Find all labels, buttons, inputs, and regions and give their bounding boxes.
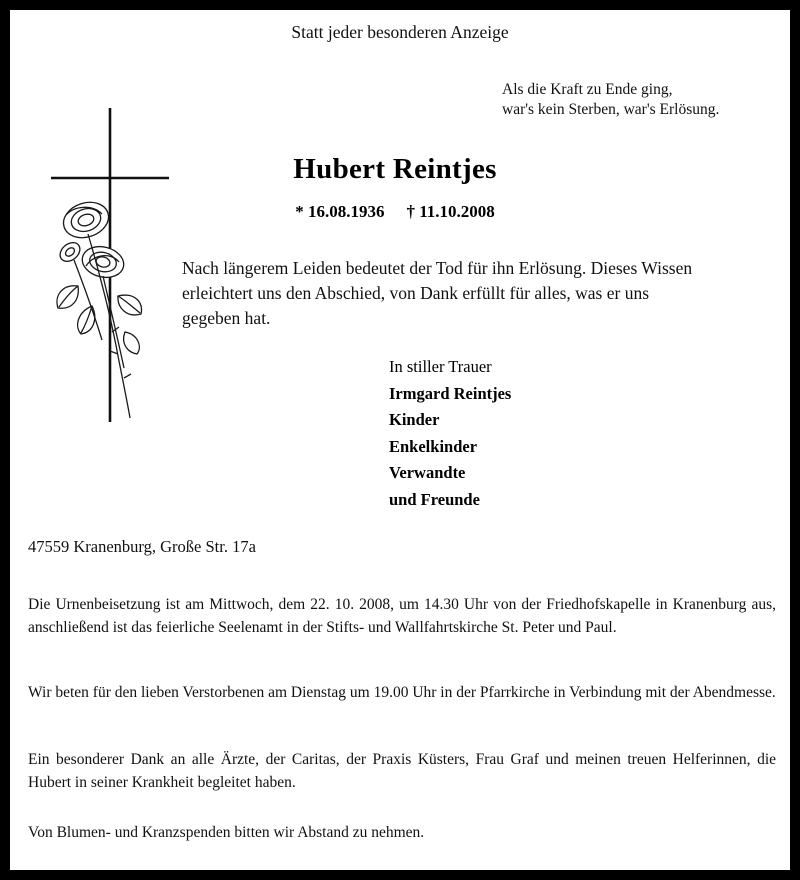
mourners-block	[389, 354, 719, 513]
mourners-lead: In stiller Trauer	[389, 357, 492, 376]
epitaph-line-1: Als die Kraft zu Ende ging,	[502, 81, 673, 98]
epitaph-block	[502, 80, 790, 120]
prayer-service-paragraph: Wir beten für den lieben Verstorbenen am Dienstag um 19.00 Uhr in der Pfarrkirche in Verbindung mit der Abendmesse.	[28, 684, 776, 701]
birth-date: * 16.08.1936	[295, 202, 385, 221]
notice-headline: Statt jeder besonderen Anzeige	[291, 22, 509, 42]
cross-with-roses-illustration	[40, 100, 180, 430]
flowers-notice-paragraph: Von Blumen- und Kranzspenden bitten wir Abstand zu nehmen.	[28, 824, 425, 841]
obituary-notice	[10, 10, 790, 870]
life-dates	[180, 202, 610, 222]
deceased-name: Hubert Reintjes	[293, 153, 497, 185]
thanks-paragraph: Ein besonderer Dank an alle Ärzte, der Caritas, der Praxis Küsters, Frau Graf und meinen treuen Helferinnen, die Hubert in seiner Krankheit begleitet haben.	[28, 751, 776, 791]
memorial-text: Nach längerem Leiden bedeutet der Tod für ihn Erlösung. Dieses Wissen erleichtert uns den Abschied, von Dank erfüllt für alles, was er uns gegeben hat.	[182, 258, 693, 328]
death-date: † 11.10.2008	[406, 202, 495, 221]
epitaph-line-2: war's kein Sterben, war's Erlösung.	[502, 101, 720, 118]
mourner-item-1: Kinder	[389, 410, 440, 429]
funeral-details-paragraph: Die Urnenbeisetzung ist am Mittwoch, dem 22. 10. 2008, um 14.30 Uhr von der Friedhofskapelle in Kranenburg aus, anschließend ist das feierliche Seelenamt in der Stifts- und Wallfahrtskirche St. Peter und Paul.	[28, 596, 776, 636]
mourner-item-2: Enkelkinder	[389, 436, 478, 456]
mourner-item-4: und Freunde	[389, 489, 480, 509]
mourner-item-0: Irmgard Reintjes	[389, 383, 512, 403]
address-line: 47559 Kranenburg, Große Str. 17a	[28, 537, 256, 556]
mourner-item-3: Verwandte	[389, 463, 466, 482]
